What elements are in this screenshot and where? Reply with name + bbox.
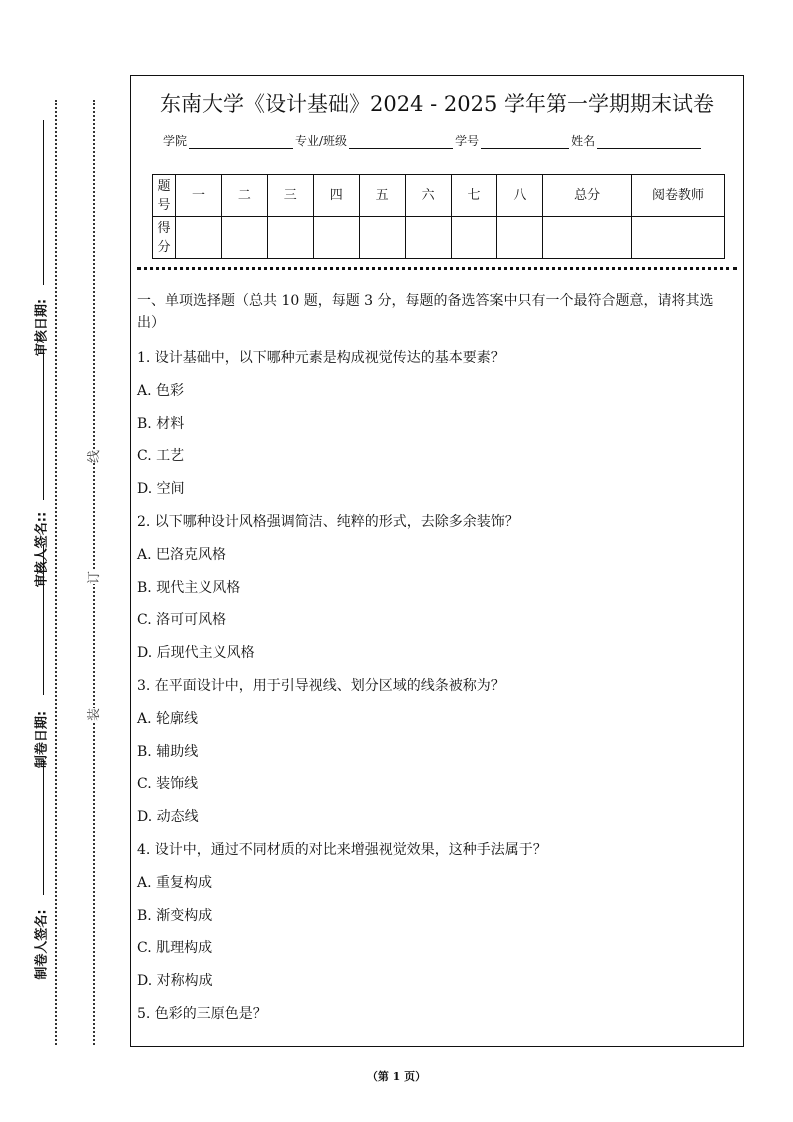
name-label: 姓名 xyxy=(571,134,596,148)
answer-option: C. 工艺 xyxy=(137,448,185,465)
binding-mark-ding: 订 xyxy=(83,571,102,584)
score-table xyxy=(152,174,725,259)
column-header: 五 xyxy=(359,175,405,217)
answer-option: B. 渐变构成 xyxy=(137,907,213,924)
score-cell[interactable] xyxy=(632,217,725,259)
dotted-binding-line xyxy=(55,100,57,1045)
question-text: 4. 设计中，通过不同材质的对比来增强视觉效果，这种手法属于？ xyxy=(137,841,547,858)
answer-option: B. 辅助线 xyxy=(137,743,199,760)
review-date-line[interactable] xyxy=(43,120,44,285)
score-cell[interactable] xyxy=(313,217,359,259)
binding-mark-xian: 线 xyxy=(83,450,102,463)
score-cell[interactable] xyxy=(451,217,497,259)
score-cell[interactable] xyxy=(497,217,543,259)
question-section xyxy=(137,290,733,1031)
maker-signature-line[interactable] xyxy=(43,760,44,895)
major-class-label: 专业/班级 xyxy=(295,134,348,148)
score-cell[interactable] xyxy=(543,217,632,259)
answer-option: C. 肌理构成 xyxy=(137,940,213,957)
column-header: 六 xyxy=(405,175,451,217)
major-class-input[interactable] xyxy=(349,136,453,149)
answer-option: A. 巴洛克风格 xyxy=(137,546,227,563)
score-cell[interactable] xyxy=(221,217,267,259)
question-text: 3. 在平面设计中，用于引导视线、划分区域的线条被称为？ xyxy=(137,677,505,694)
page-number: （第 1 页） xyxy=(366,1070,427,1083)
answer-option: D. 空间 xyxy=(137,481,185,498)
column-header: 八 xyxy=(497,175,543,217)
answer-option: D. 对称构成 xyxy=(137,973,213,990)
student-info-fields xyxy=(163,132,703,149)
student-id-label: 学号 xyxy=(455,134,480,148)
section-title: 一、单项选择题（总共 10 题，每题 3 分，每题的备选答案中只有一个最符合题意，请将其选出） xyxy=(137,293,714,331)
answer-option: B. 材料 xyxy=(137,415,185,432)
maker-signature-label: 制卷人签名: xyxy=(34,909,50,980)
question-text: 2. 以下哪种设计风格强调简洁、纯粹的形式，去除多余装饰？ xyxy=(137,513,519,530)
reviewer-signature-label: 审核人签名:: xyxy=(34,511,50,588)
total-header: 总分 xyxy=(543,175,632,217)
dotted-divider xyxy=(137,267,737,270)
score-cell[interactable] xyxy=(359,217,405,259)
reviewer-signature-line[interactable] xyxy=(43,350,44,500)
answer-option: A. 重复构成 xyxy=(137,874,213,891)
question-number-header: 题号 xyxy=(153,175,176,217)
student-id-input[interactable] xyxy=(481,136,569,149)
binding-mark-zhuang: 装 xyxy=(83,708,102,721)
exam-content-box xyxy=(130,75,744,1047)
college-label: 学院 xyxy=(163,134,188,148)
score-row-header: 得分 xyxy=(153,217,176,259)
score-cell[interactable] xyxy=(405,217,451,259)
answer-option: D. 后现代主义风格 xyxy=(137,645,255,662)
column-header: 四 xyxy=(313,175,359,217)
question-text: 1. 设计基础中，以下哪种元素是构成视觉传达的基本要素？ xyxy=(137,350,505,366)
make-date-label: 制卷日期: xyxy=(34,710,50,769)
exam-title: 东南大学《设计基础》2024 - 2025 学年第一学期期末试卷 xyxy=(159,92,714,116)
answer-option: B. 现代主义风格 xyxy=(137,579,241,596)
answer-option: C. 洛可可风格 xyxy=(137,612,227,629)
answer-option: A. 色彩 xyxy=(137,382,185,399)
review-date-label: 审核日期: xyxy=(34,298,50,357)
score-cell[interactable] xyxy=(176,217,222,259)
answer-option: A. 轮廓线 xyxy=(137,710,199,727)
grader-header: 阅卷教师 xyxy=(632,175,725,217)
college-input[interactable] xyxy=(189,136,293,149)
answer-option: C. 装饰线 xyxy=(137,776,199,793)
question-text: 5. 色彩的三原色是？ xyxy=(137,1005,267,1022)
score-cell[interactable] xyxy=(267,217,313,259)
answer-option: D. 动态线 xyxy=(137,809,199,826)
column-header: 三 xyxy=(267,175,313,217)
column-header: 七 xyxy=(451,175,497,217)
name-input[interactable] xyxy=(597,136,701,149)
column-header: 二 xyxy=(221,175,267,217)
column-header: 一 xyxy=(176,175,222,217)
